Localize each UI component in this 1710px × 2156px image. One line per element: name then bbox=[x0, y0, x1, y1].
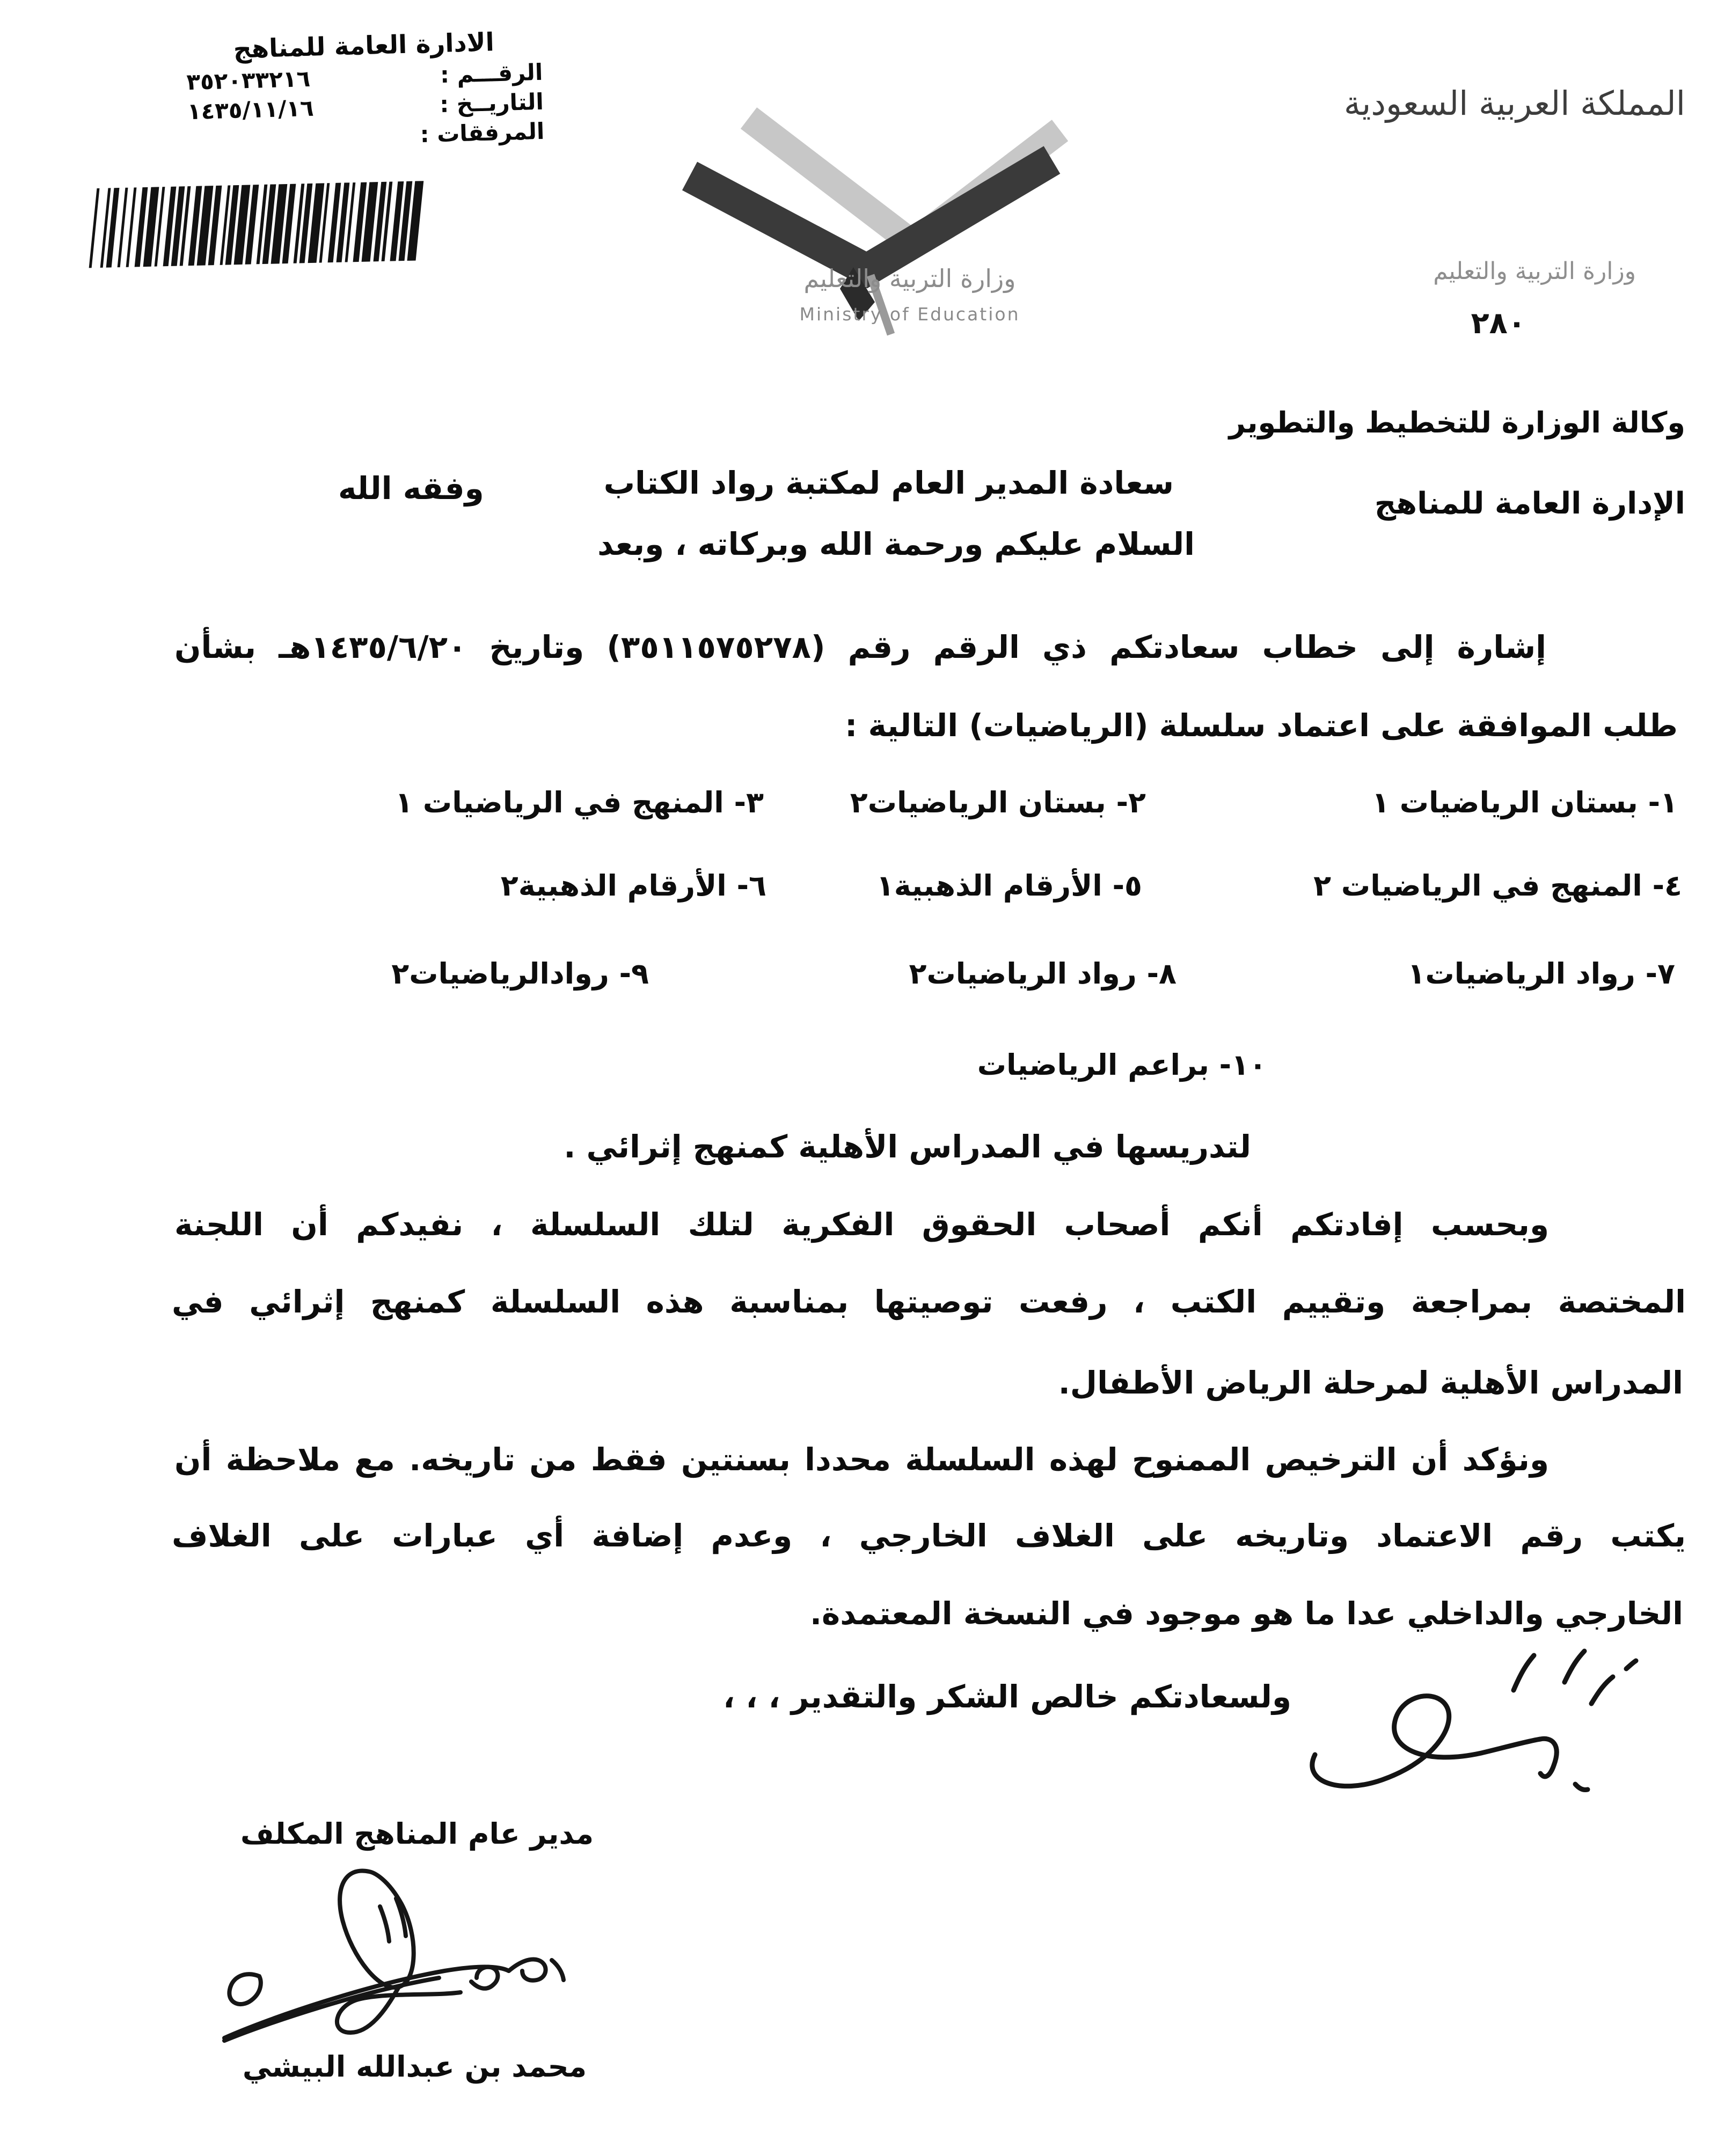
paragraph3-line3: الخارجي والداخلي عدا ما هو موجود في النسخة المعتمدة. bbox=[810, 1595, 1683, 1632]
signatory-signature-scribble bbox=[208, 1856, 600, 2059]
series-item-3: ٣- المنهج في الرياضيات ١ bbox=[395, 786, 764, 819]
series-item-5: ٥- الأرقام الذهبية١ bbox=[876, 869, 1142, 903]
registry-stamp bbox=[181, 26, 549, 155]
stamp-number-value: ٣٥٢٠٣٣٢١٦ bbox=[186, 65, 311, 96]
signatory-name: محمد بن عبدالله البيشي bbox=[242, 2050, 587, 2084]
paragraph3-line1: ونؤكد أن الترخيص الممنوح لهذه السلسلة محددا بسنتين فقط من تاريخه. مع ملاحظة أن bbox=[174, 1441, 1549, 1478]
paragraph3-line2: يكتب رقم الاعتماد وتاريخه على الغلاف الخارجي ، وعدم إضافة أي عبارات على الغلاف bbox=[172, 1517, 1686, 1554]
series-item-8: ٨- رواد الرياضيات٢ bbox=[909, 957, 1176, 991]
blessing-line: وفقه الله bbox=[338, 470, 484, 507]
barcode bbox=[8, 181, 424, 270]
series-item-10: ١٠- براعم الرياضيات bbox=[977, 1048, 1267, 1082]
approver-signature-scribble bbox=[1283, 1639, 1653, 1806]
administration-title: الإدارة العامة للمناهج bbox=[1374, 486, 1685, 521]
signatory-title: مدير عام المناهج المكلف bbox=[240, 1817, 594, 1851]
stamp-date-value: ١٤٣٥/١١/١٦ bbox=[187, 94, 315, 125]
paragraph2-line1: وبحسب إفادتكم أنكم أصحاب الحقوق الفكرية لتلك السلسلة ، نفيدكم أن اللجنة bbox=[174, 1206, 1549, 1243]
greeting-line: السلام عليكم ورحمة الله وبركاته ، وبعد bbox=[597, 526, 1195, 562]
series-item-9: ٩- روادالرياضيات٢ bbox=[391, 957, 649, 991]
stamp-attachments-row bbox=[184, 118, 549, 154]
paragraph2-line2: المختصة بمراجعة وتقييم الكتب ، رفعت توصيتها بمناسبة هذه السلسلة كمنهج إثرائي في bbox=[172, 1284, 1686, 1320]
series-item-1: ١- بستان الرياضيات ١ bbox=[1371, 786, 1678, 819]
series-item-7: ٧- رواد الرياضيات١ bbox=[1407, 957, 1675, 991]
stamp-date-label: التاريــخ : bbox=[439, 88, 544, 118]
series-item-4: ٤- المنهج في الرياضيات ٢ bbox=[1313, 869, 1682, 903]
paragraph1-line3: لتدريسها في المدراس الأهلية كمنهج إثرائي . bbox=[564, 1128, 1251, 1165]
series-item-2: ٢- بستان الرياضيات٢ bbox=[850, 786, 1146, 819]
ministry-wordmark-right: وزارة التربية والتعليم bbox=[1433, 258, 1636, 285]
document-number-280: ٢٨٠ bbox=[1471, 306, 1526, 341]
ministry-logo-english-wordmark: Ministry of Education bbox=[799, 304, 1020, 325]
agency-title: وكالة الوزارة للتخطيط والتطوير bbox=[1229, 406, 1685, 439]
kingdom-title: المملكة العربية السعودية bbox=[1343, 84, 1685, 123]
closing-thanks-line: ولسعادتكم خالص الشكر والتقدير ، ، ، bbox=[723, 1678, 1291, 1715]
stamp-number-label: الرقـــم : bbox=[440, 58, 543, 89]
paragraph1-line1: إشارة إلى خطاب سعادتكم ذي الرقم رقم (٣٥١١٥٧٥٢٧٨) وتاريخ ١٤٣٥/٦/٢٠هـ بشأن bbox=[174, 629, 1546, 665]
stamp-title: الادارة العامة للمناهج bbox=[232, 27, 495, 64]
stamp-attachments-label: المرفقات : bbox=[420, 118, 545, 148]
addressee-line: سعادة المدير العام لمكتبة رواد الكتاب bbox=[603, 465, 1174, 501]
ministry-logo-arabic-wordmark: وزارة التربية والتعليم bbox=[803, 264, 1016, 293]
series-item-6: ٦- الأرقام الذهبية٢ bbox=[500, 869, 766, 903]
paragraph1-line2: طلب الموافقة على اعتماد سلسلة (الرياضيات) التالية : bbox=[845, 707, 1678, 744]
paragraph2-line3: المدراس الأهلية لمرحلة الرياض الأطفال. bbox=[1058, 1365, 1683, 1401]
